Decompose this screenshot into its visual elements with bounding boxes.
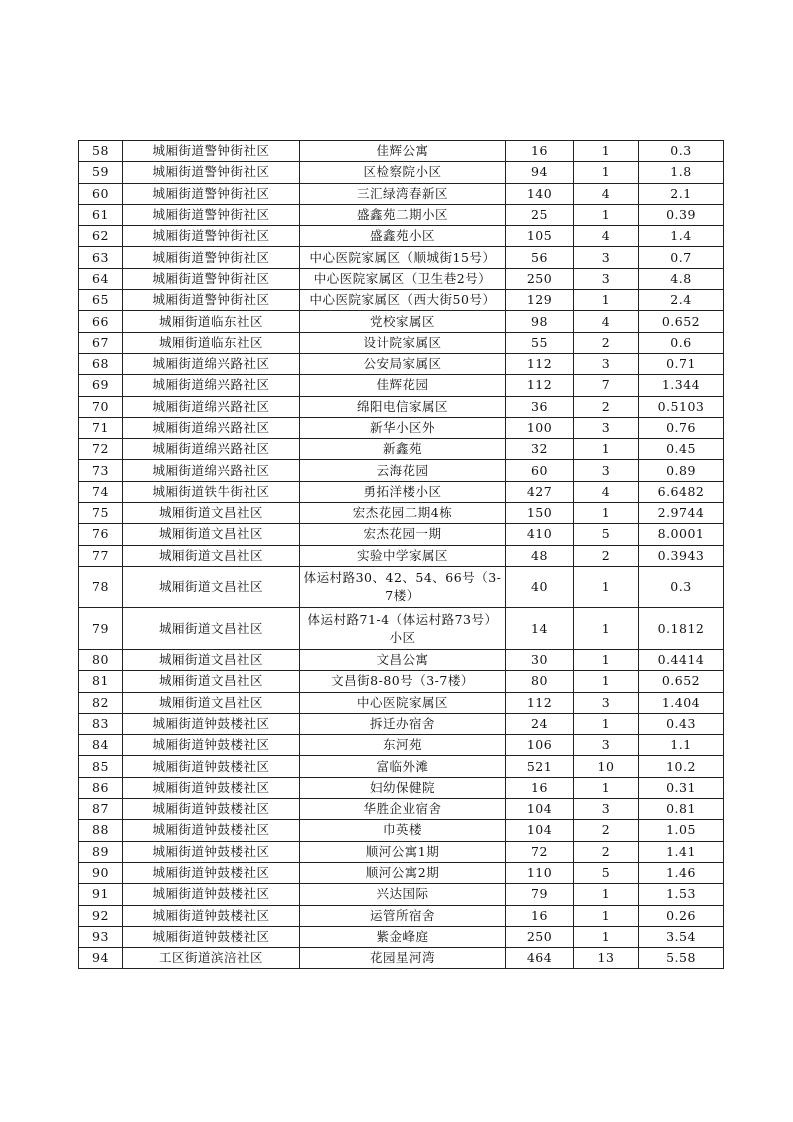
households-cell: 112 [506,375,574,396]
community-cell: 城厢街道文昌社区 [123,608,300,650]
buildings-cell: 7 [574,375,639,396]
households-cell: 427 [506,481,574,502]
table-row [79,481,724,502]
households-cell: 40 [506,566,574,608]
households-cell: 24 [506,713,574,734]
households-cell: 60 [506,460,574,481]
residence-name-cell: 区检察院小区 [300,162,506,183]
buildings-cell: 5 [574,862,639,883]
residence-name-cell: 盛鑫苑小区 [300,226,506,247]
households-cell: 25 [506,204,574,225]
area-cell: 1.53 [639,884,724,905]
row-number-cell: 62 [79,226,123,247]
residence-name-cell: 云海花园 [300,460,506,481]
row-number-cell: 64 [79,268,123,289]
residence-name-cell: 顺河公寓1期 [300,841,506,862]
community-cell: 城厢街道钟鼓楼社区 [123,841,300,862]
buildings-cell: 2 [574,545,639,566]
row-number-cell: 80 [79,649,123,670]
row-number-cell: 65 [79,290,123,311]
row-number-cell: 94 [79,948,123,969]
residence-name-cell: 文昌街8-80号（3-7楼） [300,671,506,692]
residence-name-cell: 勇拓洋楼小区 [300,481,506,502]
community-cell: 城厢街道警钟街社区 [123,247,300,268]
buildings-cell: 2 [574,841,639,862]
residence-name-cell: 花园星河湾 [300,948,506,969]
row-number-cell: 70 [79,396,123,417]
buildings-cell: 3 [574,692,639,713]
households-cell: 104 [506,799,574,820]
row-number-cell: 90 [79,862,123,883]
table-row [79,332,724,353]
households-cell: 14 [506,608,574,650]
households-cell: 79 [506,884,574,905]
buildings-cell: 1 [574,671,639,692]
households-cell: 32 [506,439,574,460]
area-cell: 0.43 [639,713,724,734]
residence-name-cell: 设计院家属区 [300,332,506,353]
residence-name-cell: 中心医院家属区（卫生巷2号） [300,268,506,289]
table-row [79,545,724,566]
households-cell: 98 [506,311,574,332]
row-number-cell: 79 [79,608,123,650]
households-cell: 80 [506,671,574,692]
community-cell: 城厢街道文昌社区 [123,649,300,670]
table-row [79,820,724,841]
area-cell: 0.5103 [639,396,724,417]
residence-name-cell: 绵阳电信家属区 [300,396,506,417]
community-cell: 城厢街道绵兴路社区 [123,353,300,374]
residence-name-cell: 实验中学家属区 [300,545,506,566]
community-cell: 城厢街道临东社区 [123,332,300,353]
community-cell: 城厢街道钟鼓楼社区 [123,905,300,926]
buildings-cell: 1 [574,777,639,798]
table-row [79,777,724,798]
residence-name-cell: 佳辉花园 [300,375,506,396]
households-cell: 464 [506,948,574,969]
residence-name-cell: 中心医院家属区（西大街50号） [300,290,506,311]
community-cell: 城厢街道钟鼓楼社区 [123,926,300,947]
community-cell: 工区街道滨涪社区 [123,948,300,969]
table-row [79,862,724,883]
table-row [79,439,724,460]
households-cell: 94 [506,162,574,183]
residence-name-cell: 体运村路71-4（体运村路73号）小区 [300,608,506,650]
area-cell: 0.4414 [639,649,724,670]
table-row [79,649,724,670]
community-cell: 城厢街道文昌社区 [123,692,300,713]
area-cell: 0.652 [639,671,724,692]
residence-name-cell: 华胜企业宿舍 [300,799,506,820]
residence-name-cell: 盛鑫苑二期小区 [300,204,506,225]
households-cell: 106 [506,735,574,756]
buildings-cell: 4 [574,481,639,502]
community-cell: 城厢街道绵兴路社区 [123,439,300,460]
area-cell: 0.81 [639,799,724,820]
buildings-cell: 4 [574,183,639,204]
buildings-cell: 1 [574,503,639,524]
table-row [79,311,724,332]
table-row [79,460,724,481]
residence-name-cell: 新华小区外 [300,417,506,438]
area-cell: 0.31 [639,777,724,798]
residence-name-cell: 兴达国际 [300,884,506,905]
row-number-cell: 68 [79,353,123,374]
area-cell: 8.0001 [639,524,724,545]
households-cell: 48 [506,545,574,566]
households-cell: 16 [506,777,574,798]
table-row [79,566,724,608]
table-row [79,417,724,438]
row-number-cell: 73 [79,460,123,481]
households-cell: 150 [506,503,574,524]
community-cell: 城厢街道钟鼓楼社区 [123,756,300,777]
area-cell: 1.8 [639,162,724,183]
area-cell: 2.4 [639,290,724,311]
area-cell: 1.41 [639,841,724,862]
households-cell: 55 [506,332,574,353]
community-cell: 城厢街道警钟街社区 [123,268,300,289]
table-row [79,756,724,777]
buildings-cell: 1 [574,141,639,162]
area-cell: 1.05 [639,820,724,841]
row-number-cell: 72 [79,439,123,460]
row-number-cell: 77 [79,545,123,566]
community-cell: 城厢街道警钟街社区 [123,204,300,225]
area-cell: 2.1 [639,183,724,204]
residence-name-cell: 党校家属区 [300,311,506,332]
households-cell: 104 [506,820,574,841]
buildings-cell: 3 [574,735,639,756]
row-number-cell: 75 [79,503,123,524]
buildings-cell: 1 [574,162,639,183]
table-row [79,268,724,289]
residence-name-cell: 顺河公寓2期 [300,862,506,883]
community-cell: 城厢街道绵兴路社区 [123,417,300,438]
community-cell: 城厢街道文昌社区 [123,503,300,524]
row-number-cell: 91 [79,884,123,905]
table-row [79,799,724,820]
table-row [79,713,724,734]
community-cell: 城厢街道绵兴路社区 [123,460,300,481]
buildings-cell: 3 [574,799,639,820]
table-row [79,141,724,162]
row-number-cell: 87 [79,799,123,820]
community-cell: 城厢街道钟鼓楼社区 [123,777,300,798]
buildings-cell: 2 [574,332,639,353]
households-cell: 56 [506,247,574,268]
community-cell: 城厢街道警钟街社区 [123,183,300,204]
table-body [79,141,724,969]
buildings-cell: 1 [574,649,639,670]
area-cell: 0.26 [639,905,724,926]
table-row [79,671,724,692]
area-cell: 6.6482 [639,481,724,502]
community-cell: 城厢街道绵兴路社区 [123,396,300,417]
row-number-cell: 84 [79,735,123,756]
row-number-cell: 82 [79,692,123,713]
community-cell: 城厢街道绵兴路社区 [123,375,300,396]
row-number-cell: 93 [79,926,123,947]
households-cell: 36 [506,396,574,417]
table-row [79,608,724,650]
area-cell: 0.3 [639,141,724,162]
households-cell: 16 [506,905,574,926]
row-number-cell: 76 [79,524,123,545]
residence-name-cell: 妇幼保健院 [300,777,506,798]
row-number-cell: 85 [79,756,123,777]
buildings-cell: 1 [574,884,639,905]
community-cell: 城厢街道警钟街社区 [123,226,300,247]
community-cell: 城厢街道文昌社区 [123,566,300,608]
table-row [79,204,724,225]
table-row [79,948,724,969]
households-cell: 16 [506,141,574,162]
buildings-cell: 10 [574,756,639,777]
buildings-cell: 1 [574,905,639,926]
community-cell: 城厢街道钟鼓楼社区 [123,884,300,905]
area-cell: 0.45 [639,439,724,460]
buildings-cell: 5 [574,524,639,545]
community-cell: 城厢街道警钟街社区 [123,162,300,183]
area-cell: 0.652 [639,311,724,332]
table-row [79,183,724,204]
buildings-cell: 3 [574,247,639,268]
area-cell: 2.9744 [639,503,724,524]
table-row [79,735,724,756]
households-cell: 105 [506,226,574,247]
area-cell: 10.2 [639,756,724,777]
residence-name-cell: 宏杰花园二期4栋 [300,503,506,524]
buildings-cell: 13 [574,948,639,969]
buildings-cell: 1 [574,204,639,225]
households-cell: 410 [506,524,574,545]
row-number-cell: 66 [79,311,123,332]
community-cell: 城厢街道钟鼓楼社区 [123,820,300,841]
residence-name-cell: 宏杰花园一期 [300,524,506,545]
households-cell: 72 [506,841,574,862]
row-number-cell: 89 [79,841,123,862]
households-cell: 112 [506,353,574,374]
table-row [79,905,724,926]
residence-name-cell: 体运村路30、42、54、66号（3-7楼） [300,566,506,608]
community-cell: 城厢街道文昌社区 [123,545,300,566]
area-cell: 0.6 [639,332,724,353]
row-number-cell: 71 [79,417,123,438]
table-row [79,926,724,947]
households-cell: 250 [506,268,574,289]
buildings-cell: 4 [574,226,639,247]
row-number-cell: 81 [79,671,123,692]
residence-name-cell: 中心医院家属区 [300,692,506,713]
buildings-cell: 1 [574,290,639,311]
table-row [79,841,724,862]
table-row [79,524,724,545]
households-cell: 112 [506,692,574,713]
community-cell: 城厢街道文昌社区 [123,524,300,545]
area-cell: 0.7 [639,247,724,268]
area-cell: 0.76 [639,417,724,438]
community-cell: 城厢街道临东社区 [123,311,300,332]
households-cell: 250 [506,926,574,947]
table-row [79,884,724,905]
area-cell: 0.71 [639,353,724,374]
buildings-cell: 1 [574,608,639,650]
residence-name-cell: 富临外滩 [300,756,506,777]
table-row [79,375,724,396]
residence-name-cell: 东河苑 [300,735,506,756]
households-cell: 521 [506,756,574,777]
area-cell: 0.1812 [639,608,724,650]
buildings-cell: 1 [574,439,639,460]
table-row [79,692,724,713]
community-cell: 城厢街道钟鼓楼社区 [123,713,300,734]
area-cell: 1.404 [639,692,724,713]
row-number-cell: 60 [79,183,123,204]
community-cell: 城厢街道钟鼓楼社区 [123,735,300,756]
buildings-cell: 3 [574,417,639,438]
buildings-cell: 3 [574,268,639,289]
table-row [79,290,724,311]
households-cell: 30 [506,649,574,670]
community-cell: 城厢街道铁牛街社区 [123,481,300,502]
community-cell: 城厢街道文昌社区 [123,671,300,692]
buildings-cell: 3 [574,353,639,374]
row-number-cell: 78 [79,566,123,608]
data-table [78,140,724,969]
community-cell: 城厢街道钟鼓楼社区 [123,862,300,883]
area-cell: 0.89 [639,460,724,481]
households-cell: 129 [506,290,574,311]
buildings-cell: 2 [574,820,639,841]
community-cell: 城厢街道警钟街社区 [123,141,300,162]
table-row [79,226,724,247]
row-number-cell: 59 [79,162,123,183]
area-cell: 0.39 [639,204,724,225]
row-number-cell: 88 [79,820,123,841]
area-cell: 4.8 [639,268,724,289]
area-cell: 1.344 [639,375,724,396]
community-cell: 城厢街道钟鼓楼社区 [123,799,300,820]
table-row [79,503,724,524]
area-cell: 0.3 [639,566,724,608]
table-row [79,396,724,417]
row-number-cell: 61 [79,204,123,225]
table-row [79,162,724,183]
buildings-cell: 4 [574,311,639,332]
buildings-cell: 1 [574,926,639,947]
table-row [79,247,724,268]
residence-name-cell: 三汇绿湾春新区 [300,183,506,204]
residence-name-cell: 公安局家属区 [300,353,506,374]
row-number-cell: 83 [79,713,123,734]
area-cell: 1.46 [639,862,724,883]
residence-name-cell: 紫金峰庭 [300,926,506,947]
residence-name-cell: 新鑫苑 [300,439,506,460]
row-number-cell: 67 [79,332,123,353]
area-cell: 0.3943 [639,545,724,566]
row-number-cell: 92 [79,905,123,926]
buildings-cell: 1 [574,713,639,734]
area-cell: 1.1 [639,735,724,756]
residence-name-cell: 文昌公寓 [300,649,506,670]
households-cell: 140 [506,183,574,204]
households-cell: 100 [506,417,574,438]
area-cell: 3.54 [639,926,724,947]
residence-name-cell: 佳辉公寓 [300,141,506,162]
residence-name-cell: 巾英楼 [300,820,506,841]
row-number-cell: 69 [79,375,123,396]
residence-name-cell: 中心医院家属区（顺城街15号） [300,247,506,268]
community-cell: 城厢街道警钟街社区 [123,290,300,311]
row-number-cell: 86 [79,777,123,798]
buildings-cell: 2 [574,396,639,417]
table-row [79,353,724,374]
residence-name-cell: 拆迁办宿舍 [300,713,506,734]
area-cell: 1.4 [639,226,724,247]
buildings-cell: 3 [574,460,639,481]
residence-name-cell: 运管所宿舍 [300,905,506,926]
row-number-cell: 63 [79,247,123,268]
buildings-cell: 1 [574,566,639,608]
area-cell: 5.58 [639,948,724,969]
row-number-cell: 74 [79,481,123,502]
row-number-cell: 58 [79,141,123,162]
households-cell: 110 [506,862,574,883]
